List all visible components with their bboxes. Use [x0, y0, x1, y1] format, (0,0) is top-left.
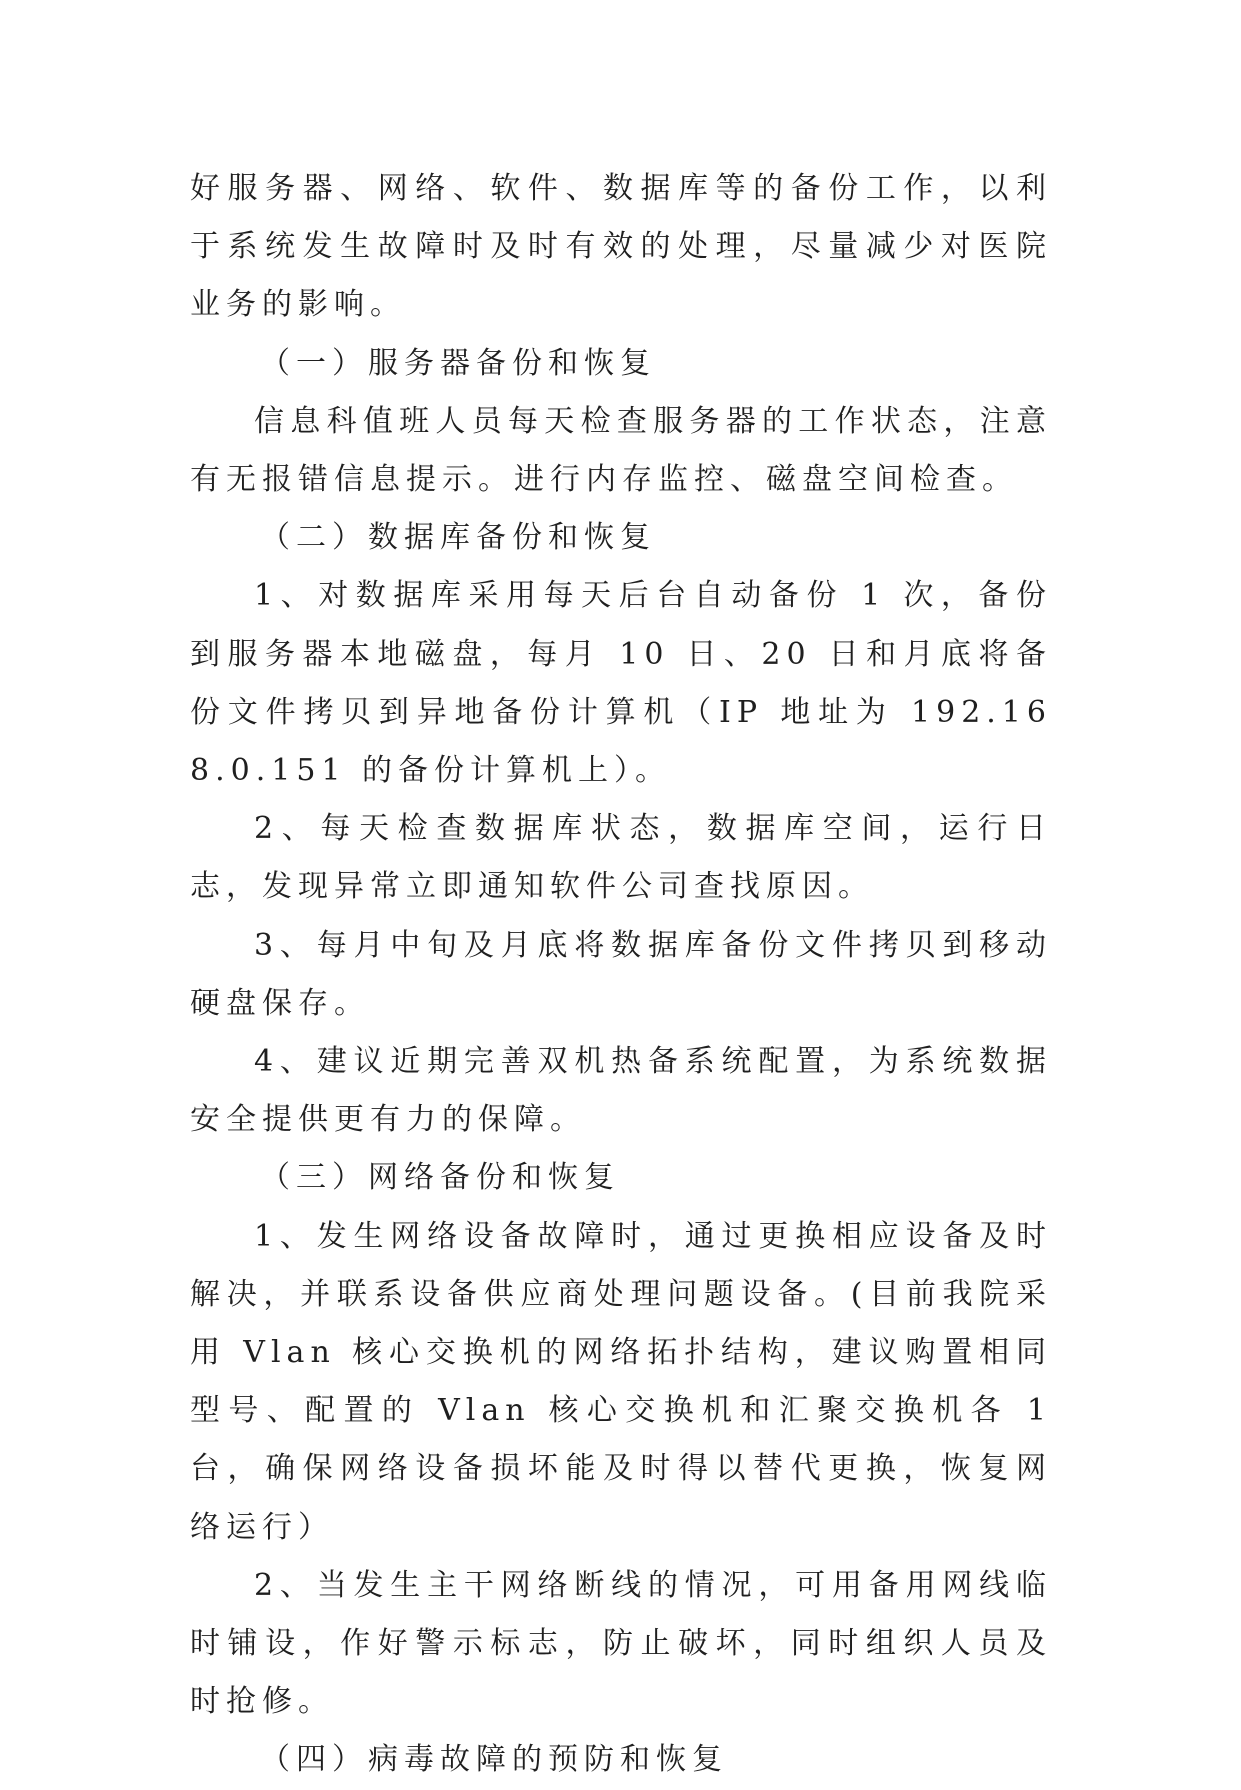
- paragraph-backup-intro: 好服务器、网络、软件、数据库等的备份工作，以利于系统发生故障时及时有效的处理，尽量减少对医院业务的影响。: [190, 171, 1052, 323]
- paragraph-database-item-4: 4、建议近期完善双机热备系统配置，为系统数据安全提供更有力的保障。: [190, 1044, 1052, 1138]
- paragraph-database-item-2: 2、每天检查数据库状态，数据库空间，运行日志，发现异常立即通知软件公司查找原因。: [190, 811, 1052, 905]
- paragraph-database-item-1: 1、对数据库采用每天后台自动备份 1 次，备份到服务器本地磁盘，每月 10 日、20 日和月底将备份文件拷贝到异地备份计算机（IP 地址为 192.168.0.151 的备份计算机上）。: [190, 578, 1052, 789]
- paragraph-network-item-1: 1、发生网络设备故障时，通过更换相应设备及时解决，并联系设备供应商处理问题设备。(目前我院采用 Vlan 核心交换机的网络拓扑结构，建议购置相同型号、配置的 Vlan 核心交换机和汇聚交换机各 1 台，确保网络设备损坏能及时得以替代更换，恢复网络运行）: [190, 1218, 1052, 1545]
- paragraph-server-check: 信息科值班人员每天检查服务器的工作状态，注意有无报错信息提示。进行内存监控、磁盘空间检查。: [190, 403, 1052, 498]
- document-body: [190, 160, 1052, 1790]
- section-heading-network-backup: （三）网络备份和恢复: [260, 1160, 620, 1196]
- paragraph-database-item-3: 3、每月中旬及月底将数据库备份文件拷贝到移动硬盘保存。: [190, 927, 1052, 1021]
- paragraph-network-item-2: 2、当发生主干网络断线的情况，可用备用网线临时铺设，作好警示标志，防止破坏，同时组织人员及时抢修。: [190, 1567, 1052, 1720]
- section-heading-database-backup: （二）数据库备份和恢复: [260, 520, 656, 556]
- section-heading-virus-recovery: （四）病毒故障的预防和恢复: [260, 1742, 728, 1778]
- section-heading-server-backup: （一）服务器备份和恢复: [260, 345, 656, 381]
